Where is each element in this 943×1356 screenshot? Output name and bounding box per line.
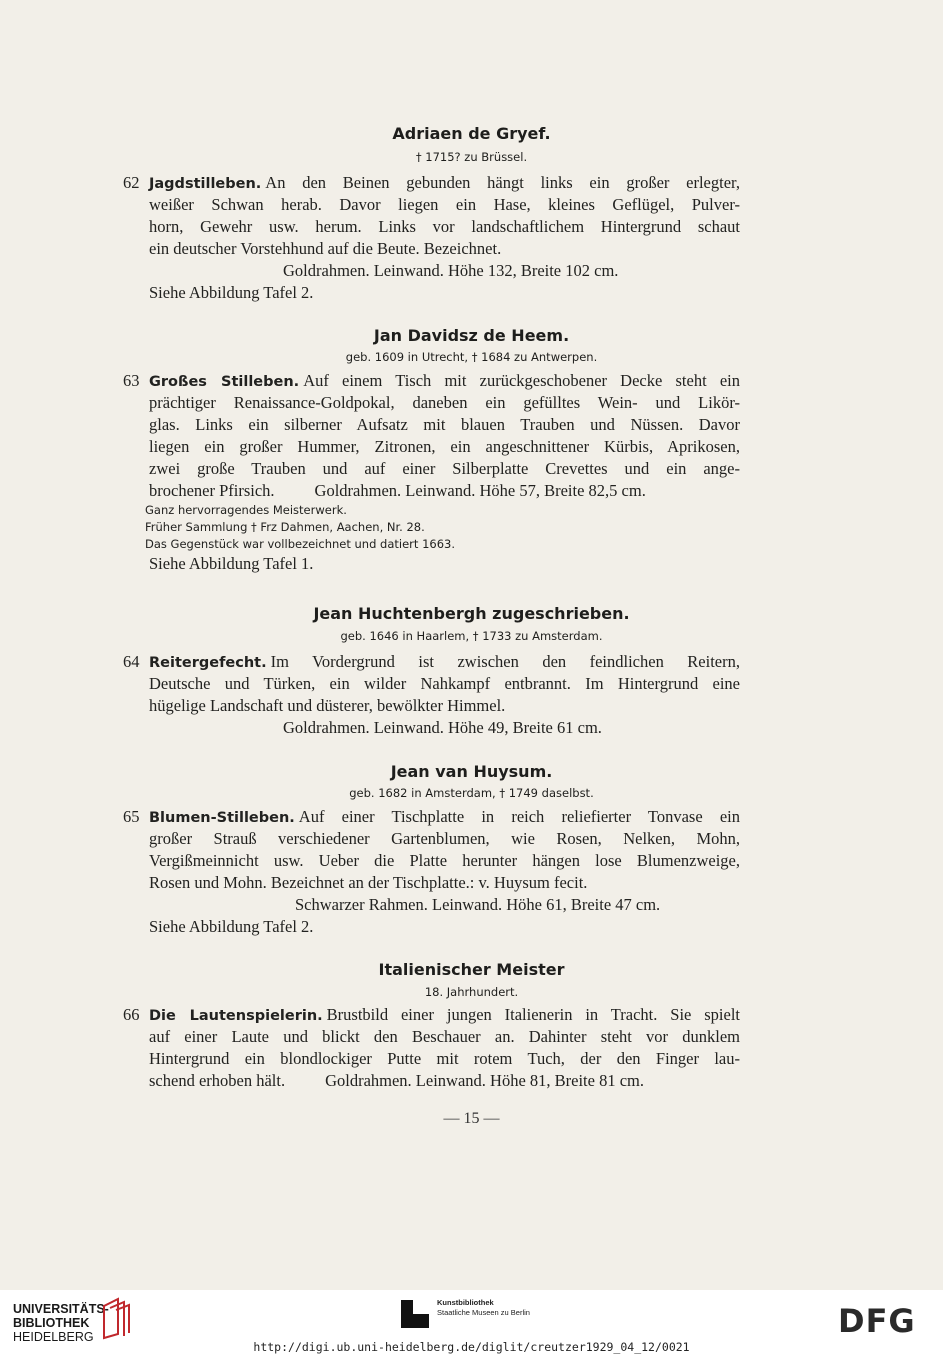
dfg-logo: DFG [838, 1302, 916, 1340]
entry-number: 66 [123, 1005, 140, 1024]
entry-text-line: brochener Pfirsich. [149, 481, 275, 500]
entry-text-line: Brustbild einer jungen Italienerin in Tracht. Sie spielt [326, 1005, 740, 1024]
entry-number: 63 [123, 371, 140, 390]
entry-title: Die Lautenspielerin. [149, 1008, 323, 1024]
library-name-line: HEIDELBERG [13, 1330, 94, 1344]
museum-library-subtitle: Staatliche Museen zu Berlin [437, 1308, 530, 1317]
entry-number: 62 [123, 173, 140, 192]
library-logo [13, 1302, 109, 1344]
entry-note: Ganz hervorragendes Meisterwerk. [145, 503, 347, 517]
entry-illustration-ref: Siehe Abbildung Tafel 2. [149, 917, 314, 936]
museum-library-name: Kunstbibliothek [437, 1298, 494, 1307]
artist-dates: † 1715? zu Brüssel. [415, 150, 528, 164]
entry-title: Jagdstilleben. [149, 176, 262, 192]
digitization-footer [0, 1290, 943, 1356]
entry-title: Blumen-Stilleben. [149, 810, 295, 826]
library-name-line: UNIVERSITÄTS- [13, 1302, 109, 1316]
entry-text-line: Auf einer Tischplatte in reich reliefierter Tonvase ein [298, 807, 740, 826]
entry-note: Das Gegenstück war vollbezeichnet und datiert 1663. [145, 537, 455, 551]
entry-title: Reitergefecht. [149, 655, 267, 671]
entry-text-line: glas. Links ein silberner Aufsatz mit blauen Trauben und Nüssen. Davor [149, 415, 740, 434]
artist-name: Jean Huchtenbergh zugeschrieben. [313, 604, 630, 623]
entry-text-line: Hintergrund ein blondlockiger Putte mit rotem Tuch, der den Finger lau- [149, 1049, 740, 1068]
entry-text-line: horn, Gewehr usw. herum. Links vor landschaftlichem Hintergrund schaut [149, 217, 740, 236]
entry-dimensions: Goldrahmen. Leinwand. Höhe 132, Breite 102 cm. [283, 261, 619, 280]
entry-text-line: Auf einem Tisch mit zurückgeschobener Decke steht ein [303, 371, 740, 390]
artist-name: Adriaen de Gryef. [392, 124, 551, 143]
page-number: — 15 — [443, 1110, 500, 1127]
catalog-entry-65 [123, 806, 740, 938]
artist-name: Jan Davidsz de Heem. [373, 326, 570, 345]
library-emblem-icon [98, 1296, 132, 1340]
entry-illustration-ref: Siehe Abbildung Tafel 1. [149, 554, 314, 573]
entry-text-line: liegen ein großer Hummer, Zitronen, ein angeschnittener Kürbis, Aprikosen, [149, 437, 740, 456]
catalog-entry-62 [123, 172, 740, 304]
permalink-url[interactable]: http://digi.ub.uni-heidelberg.de/diglit/creutzer1929_04_12/0021 [253, 1340, 690, 1354]
entry-text-line: ein deutscher Vorstehhund auf die Beute. Bezeichnet. [149, 239, 502, 258]
museum-library-label [437, 1298, 530, 1318]
catalog-entry-63 [123, 370, 740, 575]
artist-dates: 18. Jahrhundert. [424, 985, 519, 999]
entry-dimensions: Goldrahmen. Leinwand. Höhe 57, Breite 82,5 cm. [314, 481, 646, 500]
entry-note: Früher Sammlung † Frz Dahmen, Aachen, Nr. 28. [145, 520, 425, 534]
catalog-entry-66 [123, 1004, 740, 1092]
entry-text-line: Vergißmeinnicht usw. Ueber die Platte herunter hängen lose Blumenzweige, [149, 851, 740, 870]
entry-text-line: schend erhoben hält. [149, 1071, 286, 1090]
artist-name: Italienischer Meister [378, 960, 565, 979]
artist-dates: geb. 1646 in Haarlem, † 1733 zu Amsterdam. [340, 629, 603, 643]
entry-title: Großes Stilleben. [149, 374, 300, 390]
entry-text-line: auf einer Laute und blickt den Beschauer an. Dahinter steht vor dunklem [149, 1027, 740, 1046]
entry-text-line: weißer Schwan herab. Davor liegen ein Hase, kleines Geflügel, Pulver- [149, 195, 740, 214]
entry-text-line: großer Strauß verschiedener Gartenblumen, wie Rosen, Nelken, Mohn, [149, 829, 740, 848]
entry-text-line: hügelige Landschaft und düsterer, bewölkter Himmel. [149, 696, 506, 715]
artist-dates: geb. 1609 in Utrecht, † 1684 zu Antwerpen. [345, 350, 598, 364]
entry-dimensions: Schwarzer Rahmen. Leinwand. Höhe 61, Breite 47 cm. [295, 895, 661, 914]
entry-number: 64 [123, 652, 140, 671]
artist-name: Jean van Huysum. [390, 762, 553, 781]
entry-text-line: Deutsche und Türken, ein wilder Nahkampf entbrannt. Im Hintergrund eine [149, 674, 740, 693]
catalog-entry-64 [123, 651, 740, 739]
entry-illustration-ref: Siehe Abbildung Tafel 2. [149, 283, 314, 302]
entry-dimensions: Goldrahmen. Leinwand. Höhe 49, Breite 61 cm. [283, 718, 602, 737]
entry-text-line: Rosen und Mohn. Bezeichnet an der Tischplatte.: v. Huysum fecit. [149, 873, 588, 892]
library-name-line: BIBLIOTHEK [13, 1316, 90, 1330]
artist-dates: geb. 1682 in Amsterdam, † 1749 daselbst. [349, 786, 594, 800]
entry-text-line: Im Vordergrund ist zwischen den feindlichen Reitern, [270, 652, 740, 671]
entry-text-line: prächtiger Renaissance-Goldpokal, daneben ein gefülltes Wein- und Likör- [149, 393, 740, 412]
entry-text-line: An den Beinen gebunden hängt links ein großer erlegter, [265, 173, 740, 192]
entry-number: 65 [123, 807, 140, 826]
museum-logo-icon [401, 1300, 429, 1328]
entry-dimensions: Goldrahmen. Leinwand. Höhe 81, Breite 81 cm. [325, 1071, 644, 1090]
entry-text-line: zwei große Trauben und auf einer Silberplatte Crevettes und ein ange- [149, 459, 740, 478]
